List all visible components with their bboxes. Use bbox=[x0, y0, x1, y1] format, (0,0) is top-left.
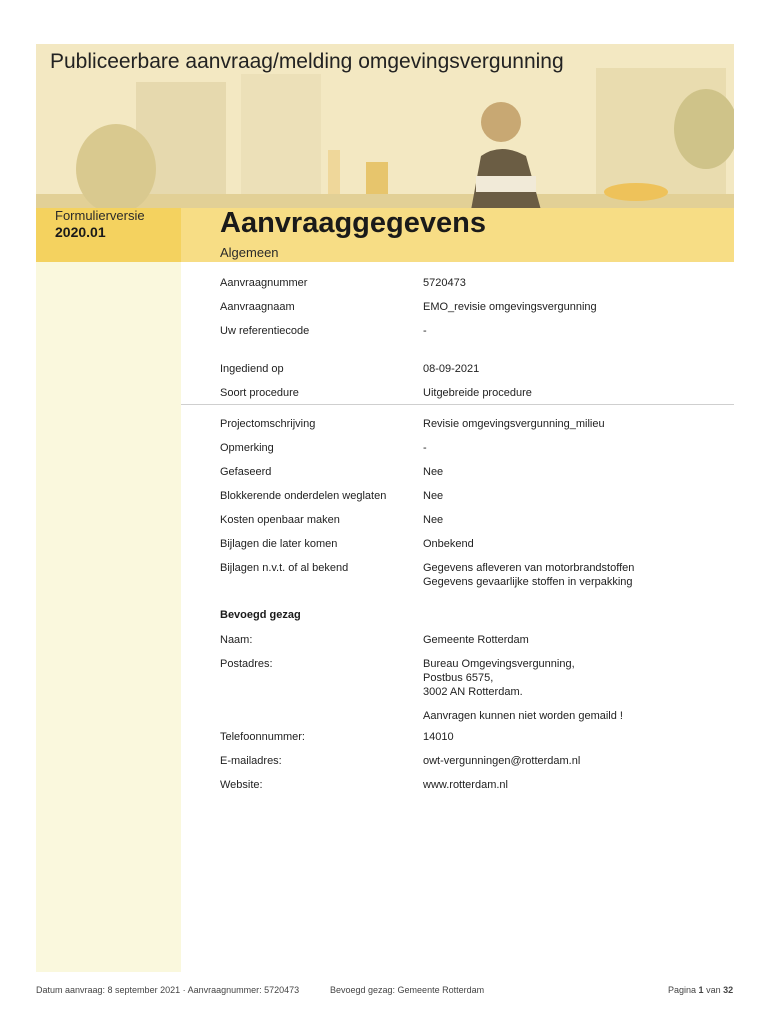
photo-fruit-bowl bbox=[604, 183, 668, 201]
footer-number-text: Aanvraagnummer: 5720473 bbox=[187, 985, 300, 995]
field-value-line: Gegevens afleveren van motorbrandstoffen bbox=[423, 562, 635, 574]
field-label: Kosten openbaar maken bbox=[220, 514, 340, 526]
field-value: Uitgebreide procedure bbox=[423, 387, 532, 399]
form-version-label: Formulierversie bbox=[55, 208, 145, 223]
field-label: Aanvraagnaam bbox=[220, 301, 295, 313]
left-sidebar-band bbox=[36, 220, 181, 972]
field-value: Revisie omgevingsvergunning_milieu bbox=[423, 418, 605, 430]
page-current: 1 bbox=[698, 985, 704, 995]
field-value: - bbox=[423, 442, 427, 454]
field-label: Bijlagen n.v.t. of al bekend bbox=[220, 562, 349, 574]
photo-window-mid bbox=[241, 74, 321, 210]
field-label: Projectomschrijving bbox=[220, 418, 316, 430]
website-link[interactable]: www.rotterdam.nl bbox=[423, 779, 508, 791]
address-line: 3002 AN Rotterdam. bbox=[423, 686, 523, 698]
section-divider bbox=[181, 404, 734, 405]
field-value: 08-09-2021 bbox=[423, 363, 480, 375]
field-value-line: Gegevens gevaarlijke stoffen in verpakking bbox=[423, 576, 633, 588]
photo-bottle bbox=[328, 150, 340, 194]
photo-person-head bbox=[481, 102, 521, 142]
address-line: Postbus 6575, bbox=[423, 672, 494, 684]
address-note: Aanvragen kunnen niet worden gemaild ! bbox=[423, 710, 623, 722]
field-label: E-mailadres: bbox=[220, 755, 282, 767]
page-prefix: Pagina bbox=[668, 985, 697, 995]
field-value: - bbox=[423, 325, 427, 337]
field-value: Onbekend bbox=[423, 538, 474, 550]
field-label: Postadres: bbox=[220, 658, 273, 670]
address-line: Bureau Omgevingsvergunning, bbox=[423, 658, 575, 670]
field-value: Gemeente Rotterdam bbox=[423, 634, 529, 646]
field-value: Nee bbox=[423, 490, 444, 502]
footer-page-indicator bbox=[668, 985, 733, 995]
field-value: EMO_revisie omgevingsvergunning bbox=[423, 301, 597, 313]
field-value: Nee bbox=[423, 514, 444, 526]
field-label: Ingediend op bbox=[220, 363, 284, 375]
field-value: Nee bbox=[423, 466, 444, 478]
section-title: Aanvraaggegevens bbox=[220, 207, 486, 239]
field-value bbox=[423, 561, 723, 589]
photo-plant-left bbox=[76, 124, 156, 210]
footer-date-text: Datum aanvraag: 8 september 2021 bbox=[36, 985, 181, 995]
email-link[interactable]: owt-vergunningen@rotterdam.nl bbox=[423, 755, 581, 767]
field-label: Blokkerende onderdelen weglaten bbox=[220, 490, 387, 502]
field-value: 5720473 bbox=[423, 277, 466, 289]
field-label: Aanvraagnummer bbox=[220, 277, 308, 289]
footer-separator: · bbox=[180, 985, 188, 995]
field-label: Uw referentiecode bbox=[220, 325, 310, 337]
field-value bbox=[423, 657, 723, 723]
field-label: Website: bbox=[220, 779, 263, 791]
bevoegd-gezag-title: Bevoegd gezag bbox=[220, 609, 301, 621]
page-total: 32 bbox=[723, 985, 734, 995]
photo-juice-carton bbox=[366, 162, 388, 194]
field-label: Soort procedure bbox=[220, 387, 299, 399]
field-value: 14010 bbox=[423, 731, 454, 743]
footer-authority: Bevoegd gezag: Gemeente Rotterdam bbox=[330, 985, 485, 995]
photo-newspaper bbox=[476, 176, 536, 192]
page-of: van bbox=[706, 985, 721, 995]
form-version-value: 2020.01 bbox=[55, 224, 106, 240]
field-label: Bijlagen die later komen bbox=[220, 538, 338, 550]
page-heading: Publiceerbare aanvraag/melding omgevingsvergunning bbox=[50, 50, 564, 73]
field-label: Gefaseerd bbox=[220, 466, 272, 478]
section-subtitle: Algemeen bbox=[220, 245, 279, 260]
footer-date bbox=[36, 985, 299, 995]
field-label: Naam: bbox=[220, 634, 253, 646]
field-label: Telefoonnummer: bbox=[220, 731, 305, 743]
field-label: Opmerking bbox=[220, 442, 274, 454]
